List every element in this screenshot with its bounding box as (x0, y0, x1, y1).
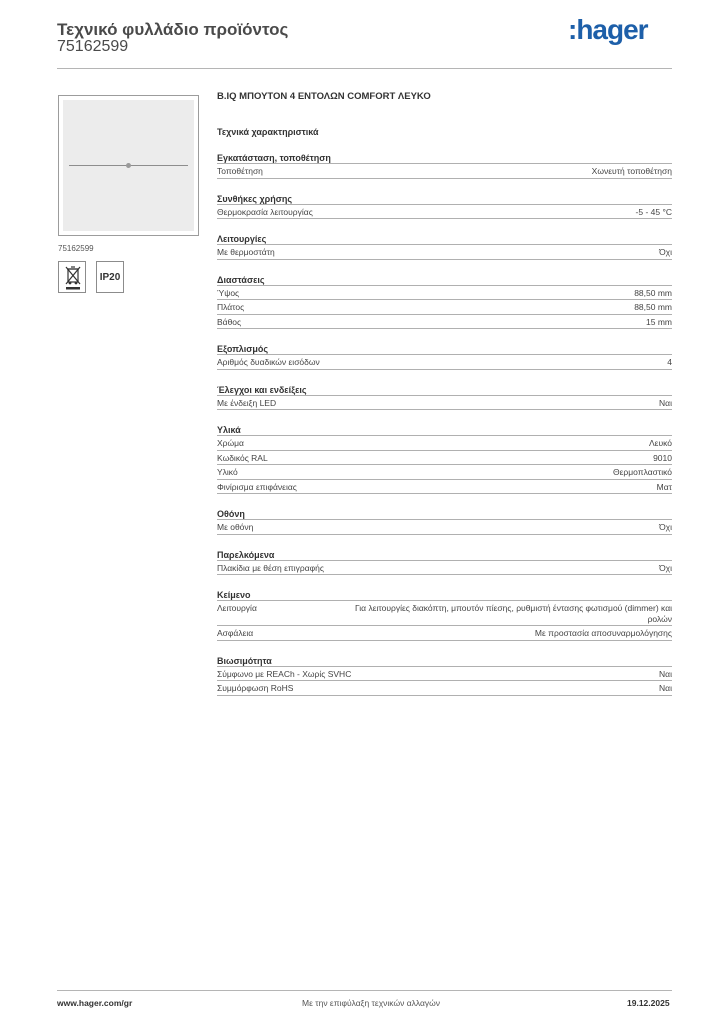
spec-row (217, 667, 672, 682)
section-title: Κείμενο (217, 589, 672, 601)
spec-section (217, 589, 672, 641)
weee-icon (58, 261, 86, 293)
spec-value: Για λειτουργίες διακόπτη, μπουτόν πίεσης, ρυθμιστή έντασης φωτισμού (dimmer) και ρολών (354, 603, 672, 624)
spec-value: Θερμοπλαστικό (612, 467, 672, 477)
spec-row (217, 626, 672, 641)
spec-value: Ναι (659, 668, 672, 679)
section-title: Εξοπλισμός (217, 343, 672, 355)
spec-value: 4 (667, 357, 672, 367)
product-name: B.IQ ΜΠΟΥΤΟΝ 4 ΕΝΤΟΛΩΝ COMFORT ΛΕΥΚΟ (217, 91, 431, 102)
spec-label: Θερμοκρασία λειτουργίας (217, 206, 313, 217)
spec-label: Κωδικός RAL (217, 452, 268, 463)
spec-row (217, 355, 672, 370)
tech-heading: Τεχνικά χαρακτηριστικά (217, 127, 319, 137)
spec-value: 9010 (653, 452, 672, 463)
spec-label: Με ένδειξη LED (217, 397, 277, 408)
spec-value: Ναι (659, 683, 672, 693)
product-image-panel (63, 100, 194, 231)
product-image-led (126, 163, 131, 168)
spec-value: Όχι (659, 247, 672, 257)
footer-website-link[interactable]: www.hager.com/gr (57, 998, 133, 1008)
spec-row (217, 205, 672, 220)
spec-section (217, 424, 672, 494)
section-title: Εγκατάσταση, τοποθέτηση (217, 152, 672, 164)
spec-value: Με προστασία αποσυναρμολόγησης (534, 628, 672, 638)
spec-row (217, 561, 672, 576)
spec-value: 88,50 mm (634, 302, 672, 312)
section-title: Παρελκόμενα (217, 549, 672, 561)
spec-value: 15 mm (646, 316, 672, 327)
footer-date: 19.12.2025 (627, 998, 670, 1008)
spec-value: Ναι (659, 397, 672, 408)
spec-section (217, 384, 672, 411)
spec-row (217, 300, 672, 315)
ip-rating-badge: IP20 (96, 261, 124, 293)
spec-row (217, 396, 672, 411)
spec-label: Χρώμα (217, 438, 244, 448)
image-caption: 75162599 (58, 244, 94, 253)
product-code: 75162599 (57, 38, 129, 55)
spec-content (217, 90, 672, 696)
spec-label: Υλικό (217, 467, 238, 477)
section-title: Οθόνη (217, 508, 672, 520)
spec-label: Τοποθέτηση (217, 166, 263, 176)
spec-section (217, 508, 672, 535)
spec-label: Πλάτος (217, 302, 245, 312)
spec-value: Όχι (659, 562, 672, 573)
footer-divider (57, 990, 672, 991)
spec-row (217, 436, 672, 451)
spec-value: Λευκό (649, 438, 672, 448)
spec-label: Βάθος (217, 316, 242, 327)
spec-label: Ύψος (217, 287, 240, 298)
section-title: Συνθήκες χρήσης (217, 193, 672, 205)
spec-row (217, 681, 672, 696)
section-title: Διαστάσεις (217, 274, 672, 286)
spec-row (217, 286, 672, 301)
spec-value: Ματ (656, 481, 672, 492)
section-title: Υλικά (217, 424, 672, 436)
hager-logo[interactable]: :hager (568, 14, 648, 45)
spec-label: Συμμόρφωση RoHS (217, 683, 294, 693)
spec-row (217, 245, 672, 260)
spec-section (217, 274, 672, 330)
spec-label: Ασφάλεια (217, 628, 254, 638)
spec-sections (217, 152, 672, 696)
footer-notice: Με την επιφύλαξη τεχνικών αλλαγών (302, 998, 441, 1008)
header-divider (57, 68, 672, 69)
spec-section (217, 343, 672, 370)
spec-label: Με οθόνη (217, 522, 254, 532)
spec-section (217, 152, 672, 179)
spec-label: Αριθμός δυαδικών εισόδων (217, 357, 320, 367)
spec-row (217, 520, 672, 535)
section-title: Βιωσιμότητα (217, 655, 672, 667)
product-image (58, 95, 199, 236)
spec-section (217, 655, 672, 696)
section-title: Λειτουργίες (217, 233, 672, 245)
spec-value: -5 - 45 °C (635, 206, 672, 217)
spec-value: Χωνευτή τοποθέτηση (591, 166, 672, 176)
section-title: Έλεγχοι και ενδείξεις (217, 384, 672, 396)
spec-label: Πλακίδια με θέση επιγραφής (217, 562, 324, 573)
spec-row (217, 465, 672, 480)
spec-row (217, 315, 672, 330)
spec-section (217, 549, 672, 576)
spec-row (217, 601, 672, 626)
spec-label: Λειτουργία (217, 603, 257, 613)
spec-section (217, 233, 672, 260)
spec-value: Όχι (659, 522, 672, 532)
spec-row (217, 480, 672, 495)
spec-row (217, 451, 672, 466)
document-title: Τεχνικό φυλλάδιο προϊόντος (57, 20, 289, 39)
spec-label: Σύμφωνο με REACh - Χωρίς SVHC (217, 668, 352, 679)
spec-section (217, 193, 672, 220)
spec-value: 88,50 mm (634, 287, 672, 298)
spec-row (217, 164, 672, 179)
spec-label: Φινίρισμα επιφάνειας (217, 481, 297, 492)
spec-label: Με θερμοστάτη (217, 247, 275, 257)
